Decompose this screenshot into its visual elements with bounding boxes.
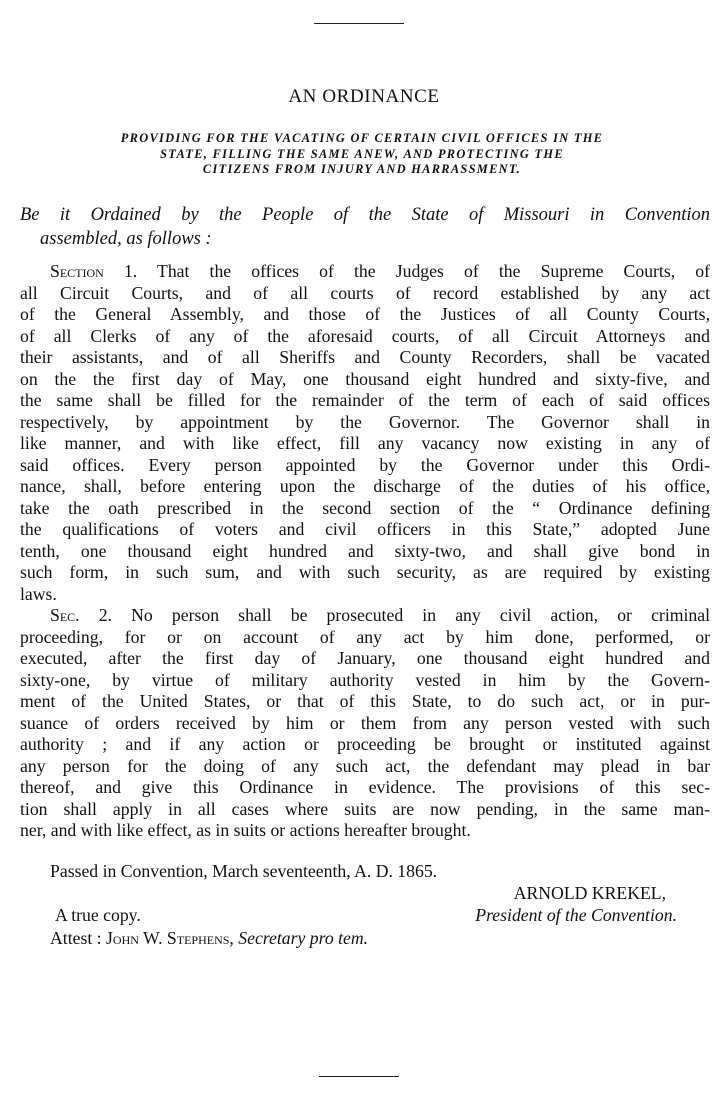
enacting-clause-line: Be it Ordained by the People of the State of Missouri in Convention xyxy=(20,205,710,225)
section-1-line: all Circuit Courts, and of all courts of record established by any act xyxy=(20,282,710,303)
section-2-line: ner, and with like effect, as in suits or actions hereafter brought. xyxy=(20,820,471,840)
true-copy-label: A true copy. xyxy=(55,905,141,925)
section-2-line: tion shall apply in all cases where suits are now pending, in the same man- xyxy=(20,798,710,819)
section-1-line: such form, in such sum, and with such security, as are required by existing xyxy=(20,562,710,582)
section-1-line: the same shall be filled for the remainder of the term of each of said offices xyxy=(20,390,710,410)
attest-line xyxy=(20,928,717,950)
bottom-divider-rule xyxy=(319,1076,399,1077)
secretary-name: John W. Stephens, xyxy=(106,928,234,948)
section-1-line: tenth, one thousand eight hundred and sixty-two, and shall give bond in xyxy=(20,540,710,561)
section-1-line: take the oath prescribed in the second section of the “ Ordinance defining xyxy=(20,497,710,518)
ordinance-body xyxy=(20,261,710,842)
section-1-label: Section 1. xyxy=(50,261,138,281)
section-1-line: nance, shall, before entering upon the discharge of the duties of his office, xyxy=(20,476,710,496)
section-2-line: sixty-one, by virtue of military authority vested in him by the Govern- xyxy=(20,669,710,690)
secretary-title: Secretary pro tem. xyxy=(238,928,369,948)
section-1-line: the qualifications of voters and civil officers in this State,” adopted June xyxy=(20,519,710,539)
section-1-line: their assistants, and of all Sheriffs and County Recorders, shall be vacated xyxy=(20,347,710,367)
section-1-first-line xyxy=(20,261,710,283)
enacting-clause-line: assembled, as follows : xyxy=(40,229,212,249)
subtitle-line: CITIZENS FROM INJURY AND HARRASSMENT. xyxy=(202,162,522,176)
section-1-line: on the the first day of May, one thousand eight hundred and sixty-five, and xyxy=(20,368,710,389)
attest-label: Attest : xyxy=(50,928,102,948)
subtitle-line: STATE, FILLING THE SAME ANEW, AND PROTECTING THE xyxy=(160,146,564,161)
section-1-line: said offices. Every person appointed by the Governor under this Ordi- xyxy=(20,454,710,475)
section-2-text: No person shall be prosecuted in any civil action, or criminal xyxy=(131,605,711,625)
subtitle-line: PROVIDING FOR THE VACATING OF CERTAIN CIVIL OFFICES IN THE xyxy=(120,131,604,145)
section-2-line: any person for the doing of any such act, the defendant may plead in bar xyxy=(20,755,710,776)
section-2-line: suance of orders received by him or them from any person vested with such xyxy=(20,712,710,733)
section-1-text: That the offices of the Judges of the Supreme Courts, of xyxy=(157,261,710,281)
section-2-line: thereof, and give this Ordinance in evidence. The provisions of this sec- xyxy=(20,777,710,797)
section-1-line: laws. xyxy=(20,583,57,604)
president-title: President of the Convention. xyxy=(475,905,677,925)
section-1-line: respectively, by appointment by the Governor. The Governor shall in xyxy=(20,411,710,432)
president-name: ARNOLD KREKEL, xyxy=(513,883,666,903)
page-title: AN ORDINANCE xyxy=(288,86,440,107)
ordinance-subtitle xyxy=(0,131,717,178)
section-2-line: executed, after the first day of January, one thousand eight hundred and xyxy=(20,648,710,668)
top-divider-rule xyxy=(314,23,404,24)
passed-statement: Passed in Convention, March seventeenth, A. D. 1865. xyxy=(50,861,438,881)
enacting-clause xyxy=(20,203,710,251)
section-2-line: proceeding, for or on account of any act by him done, performed, or xyxy=(20,626,710,647)
section-1-line: like manner, and with like effect, fill any vacancy now existing in any of xyxy=(20,433,710,453)
section-2-first-line xyxy=(20,605,710,627)
section-2-line: ment of the United States, or that of this State, to do such act, or in pur- xyxy=(20,691,710,711)
section-2-label: Sec. 2. xyxy=(50,605,112,625)
section-1-line: of all Clerks of any of the aforesaid courts, of all Circuit Attorneys and xyxy=(20,325,710,346)
section-2-line: authority ; and if any action or proceeding be brought or instituted against xyxy=(20,734,710,754)
section-1-line: of the General Assembly, and those of the Justices of all County Courts, xyxy=(20,304,710,324)
